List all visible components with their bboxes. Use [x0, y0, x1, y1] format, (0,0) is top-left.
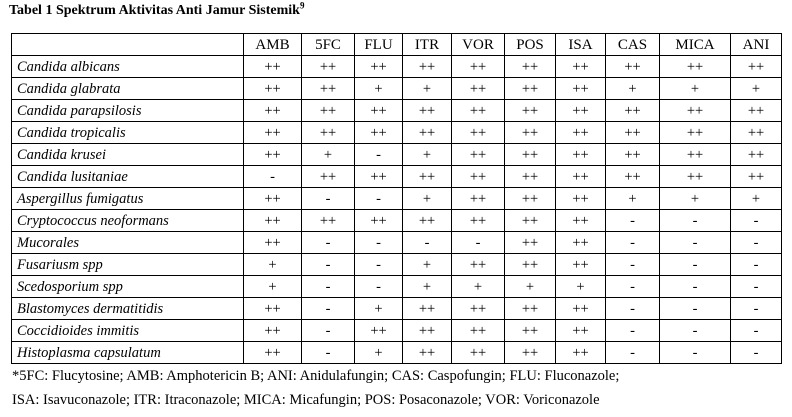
organism-name-cell: Candida tropicalis [12, 122, 244, 144]
activity-cell-amb: ++ [244, 232, 302, 254]
activity-cell-vor: ++ [452, 210, 505, 232]
footnote-line-1: *5FC: Flucytosine; AMB: Amphotericin B; ANI: Anidulafungin; CAS: Caspofungin; FLU: Fluconazole; [12, 368, 620, 384]
organism-name-cell: Candida lusitaniae [12, 166, 244, 188]
activity-cell-ani: ++ [731, 100, 782, 122]
activity-cell-ani: ++ [731, 56, 782, 78]
activity-cell-itr: ++ [403, 210, 452, 232]
activity-cell-flu: - [355, 232, 403, 254]
activity-cell-5fc: + [302, 144, 355, 166]
activity-cell-pos: ++ [505, 232, 556, 254]
activity-cell-mica: - [660, 232, 731, 254]
column-header-amb: AMB [244, 34, 302, 56]
activity-cell-isa: ++ [556, 298, 606, 320]
activity-cell-amb: + [244, 276, 302, 298]
activity-cell-isa: ++ [556, 210, 606, 232]
activity-cell-ani: - [731, 298, 782, 320]
activity-cell-5fc: - [302, 298, 355, 320]
activity-cell-mica: ++ [660, 144, 731, 166]
activity-cell-pos: ++ [505, 122, 556, 144]
activity-cell-pos: + [505, 276, 556, 298]
activity-cell-mica: - [660, 254, 731, 276]
activity-cell-ani: - [731, 320, 782, 342]
activity-cell-cas: + [606, 78, 660, 100]
organism-name-cell: Mucorales [12, 232, 244, 254]
column-header-5fc: 5FC [302, 34, 355, 56]
activity-cell-pos: ++ [505, 342, 556, 364]
table-row [12, 320, 782, 342]
table-row [12, 122, 782, 144]
activity-cell-cas: ++ [606, 122, 660, 144]
activity-cell-cas: - [606, 232, 660, 254]
activity-cell-isa: ++ [556, 122, 606, 144]
footnote-line-2: ISA: Isavuconazole; ITR: Itraconazole; MICA: Micafungin; POS: Posaconazole; VOR: Voriconazole [12, 392, 600, 408]
activity-cell-flu: ++ [355, 122, 403, 144]
column-header-cas: CAS [606, 34, 660, 56]
table-row [12, 232, 782, 254]
activity-cell-5fc: - [302, 276, 355, 298]
activity-cell-isa: ++ [556, 342, 606, 364]
activity-cell-isa: ++ [556, 56, 606, 78]
activity-cell-mica: + [660, 78, 731, 100]
column-header-mica: MICA [660, 34, 731, 56]
activity-cell-mica: ++ [660, 100, 731, 122]
activity-cell-isa: ++ [556, 188, 606, 210]
table-row [12, 166, 782, 188]
table-body [12, 56, 782, 364]
activity-cell-flu: + [355, 298, 403, 320]
activity-cell-itr: ++ [403, 298, 452, 320]
activity-cell-isa: ++ [556, 78, 606, 100]
organism-name-cell: Coccidioides immitis [12, 320, 244, 342]
activity-cell-mica: ++ [660, 56, 731, 78]
activity-cell-mica: ++ [660, 166, 731, 188]
activity-cell-itr: + [403, 78, 452, 100]
column-header-isa: ISA [556, 34, 606, 56]
activity-cell-vor: ++ [452, 100, 505, 122]
activity-cell-ani: ++ [731, 122, 782, 144]
activity-cell-flu: ++ [355, 166, 403, 188]
table-row [12, 276, 782, 298]
activity-cell-cas: + [606, 188, 660, 210]
activity-cell-vor: ++ [452, 188, 505, 210]
activity-cell-mica: - [660, 298, 731, 320]
activity-cell-mica: - [660, 276, 731, 298]
activity-cell-itr: + [403, 276, 452, 298]
activity-cell-amb: ++ [244, 210, 302, 232]
activity-cell-itr: - [403, 232, 452, 254]
activity-cell-ani: ++ [731, 144, 782, 166]
activity-cell-flu: - [355, 144, 403, 166]
activity-cell-flu: ++ [355, 320, 403, 342]
activity-cell-flu: ++ [355, 100, 403, 122]
activity-cell-flu: + [355, 342, 403, 364]
activity-cell-cas: ++ [606, 166, 660, 188]
activity-cell-amb: - [244, 166, 302, 188]
activity-cell-pos: ++ [505, 188, 556, 210]
activity-cell-5fc: - [302, 232, 355, 254]
table-row [12, 342, 782, 364]
column-header-ani: ANI [731, 34, 782, 56]
activity-cell-5fc: - [302, 254, 355, 276]
activity-cell-flu: ++ [355, 56, 403, 78]
activity-cell-mica: ++ [660, 122, 731, 144]
activity-cell-itr: ++ [403, 342, 452, 364]
activity-cell-ani: - [731, 342, 782, 364]
activity-cell-vor: ++ [452, 342, 505, 364]
activity-cell-isa: ++ [556, 254, 606, 276]
organism-name-cell: Cryptococcus neoformans [12, 210, 244, 232]
activity-cell-isa: ++ [556, 232, 606, 254]
activity-cell-amb: + [244, 254, 302, 276]
activity-cell-mica: + [660, 188, 731, 210]
activity-cell-cas: - [606, 254, 660, 276]
activity-cell-ani: - [731, 232, 782, 254]
activity-cell-cas: - [606, 320, 660, 342]
organism-name-cell: Scedosporium spp [12, 276, 244, 298]
activity-cell-vor: + [452, 276, 505, 298]
activity-cell-flu: - [355, 254, 403, 276]
activity-cell-flu: - [355, 276, 403, 298]
activity-cell-5fc: ++ [302, 78, 355, 100]
activity-cell-itr: ++ [403, 56, 452, 78]
organism-name-cell: Candida krusei [12, 144, 244, 166]
organism-name-cell: Candida albicans [12, 56, 244, 78]
activity-cell-itr: + [403, 188, 452, 210]
activity-cell-pos: ++ [505, 78, 556, 100]
reference-superscript: 9 [299, 0, 305, 11]
table-row [12, 210, 782, 232]
activity-cell-cas: ++ [606, 144, 660, 166]
column-header-flu: FLU [355, 34, 403, 56]
header-row [12, 34, 782, 56]
activity-cell-5fc: - [302, 342, 355, 364]
activity-cell-isa: ++ [556, 144, 606, 166]
table-row [12, 254, 782, 276]
activity-cell-isa: + [556, 276, 606, 298]
organism-name-cell: Fusariusm spp [12, 254, 244, 276]
activity-cell-amb: ++ [244, 298, 302, 320]
activity-cell-pos: ++ [505, 144, 556, 166]
activity-cell-flu: - [355, 188, 403, 210]
activity-cell-amb: ++ [244, 122, 302, 144]
organism-name-cell: Aspergillus fumigatus [12, 188, 244, 210]
activity-cell-amb: ++ [244, 320, 302, 342]
activity-cell-cas: - [606, 342, 660, 364]
activity-cell-ani: - [731, 276, 782, 298]
activity-cell-5fc: ++ [302, 56, 355, 78]
activity-cell-pos: ++ [505, 210, 556, 232]
activity-cell-vor: ++ [452, 166, 505, 188]
activity-cell-pos: ++ [505, 254, 556, 276]
header-corner-cell [12, 34, 244, 56]
activity-cell-5fc: ++ [302, 100, 355, 122]
table-row [12, 144, 782, 166]
activity-cell-vor: ++ [452, 144, 505, 166]
activity-cell-vor: ++ [452, 320, 505, 342]
table-row [12, 298, 782, 320]
activity-cell-flu: + [355, 78, 403, 100]
activity-cell-isa: ++ [556, 166, 606, 188]
activity-cell-amb: ++ [244, 188, 302, 210]
table-row [12, 100, 782, 122]
organism-name-cell: Histoplasma capsulatum [12, 342, 244, 364]
activity-cell-itr: ++ [403, 122, 452, 144]
activity-cell-itr: + [403, 254, 452, 276]
activity-cell-cas: ++ [606, 56, 660, 78]
activity-cell-vor: ++ [452, 254, 505, 276]
activity-cell-pos: ++ [505, 166, 556, 188]
column-header-vor: VOR [452, 34, 505, 56]
table-title-text: Tabel 1 Spektrum Aktivitas Anti Jamur Sistemik [9, 3, 300, 18]
activity-cell-pos: ++ [505, 56, 556, 78]
table-row [12, 78, 782, 100]
activity-cell-amb: ++ [244, 56, 302, 78]
activity-cell-isa: ++ [556, 100, 606, 122]
activity-cell-mica: - [660, 210, 731, 232]
activity-cell-cas: ++ [606, 100, 660, 122]
activity-cell-amb: ++ [244, 144, 302, 166]
activity-cell-itr: ++ [403, 166, 452, 188]
column-header-itr: ITR [403, 34, 452, 56]
activity-cell-pos: ++ [505, 100, 556, 122]
activity-cell-amb: ++ [244, 78, 302, 100]
activity-cell-pos: ++ [505, 320, 556, 342]
table-row [12, 188, 782, 210]
activity-cell-vor: ++ [452, 298, 505, 320]
activity-cell-ani: ++ [731, 166, 782, 188]
organism-name-cell: Candida glabrata [12, 78, 244, 100]
activity-cell-mica: - [660, 320, 731, 342]
activity-cell-amb: ++ [244, 100, 302, 122]
activity-cell-ani: - [731, 210, 782, 232]
activity-cell-ani: + [731, 188, 782, 210]
activity-cell-5fc: ++ [302, 166, 355, 188]
activity-cell-isa: ++ [556, 320, 606, 342]
activity-cell-cas: - [606, 210, 660, 232]
table-row [12, 56, 782, 78]
activity-cell-vor: ++ [452, 56, 505, 78]
activity-cell-itr: ++ [403, 320, 452, 342]
activity-cell-5fc: ++ [302, 122, 355, 144]
activity-cell-vor: ++ [452, 78, 505, 100]
activity-cell-5fc: - [302, 188, 355, 210]
activity-cell-itr: ++ [403, 100, 452, 122]
activity-cell-cas: - [606, 298, 660, 320]
activity-cell-vor: - [452, 232, 505, 254]
table-title [9, 0, 305, 19]
activity-cell-5fc: - [302, 320, 355, 342]
activity-cell-vor: ++ [452, 122, 505, 144]
activity-cell-flu: ++ [355, 210, 403, 232]
activity-cell-5fc: ++ [302, 210, 355, 232]
activity-cell-amb: ++ [244, 342, 302, 364]
activity-cell-pos: ++ [505, 298, 556, 320]
activity-cell-cas: - [606, 276, 660, 298]
organism-name-cell: Blastomyces dermatitidis [12, 298, 244, 320]
column-header-pos: POS [505, 34, 556, 56]
activity-cell-ani: - [731, 254, 782, 276]
activity-cell-mica: - [660, 342, 731, 364]
activity-cell-ani: + [731, 78, 782, 100]
organism-name-cell: Candida parapsilosis [12, 100, 244, 122]
antifungal-spectrum-table [11, 33, 782, 364]
activity-cell-itr: + [403, 144, 452, 166]
